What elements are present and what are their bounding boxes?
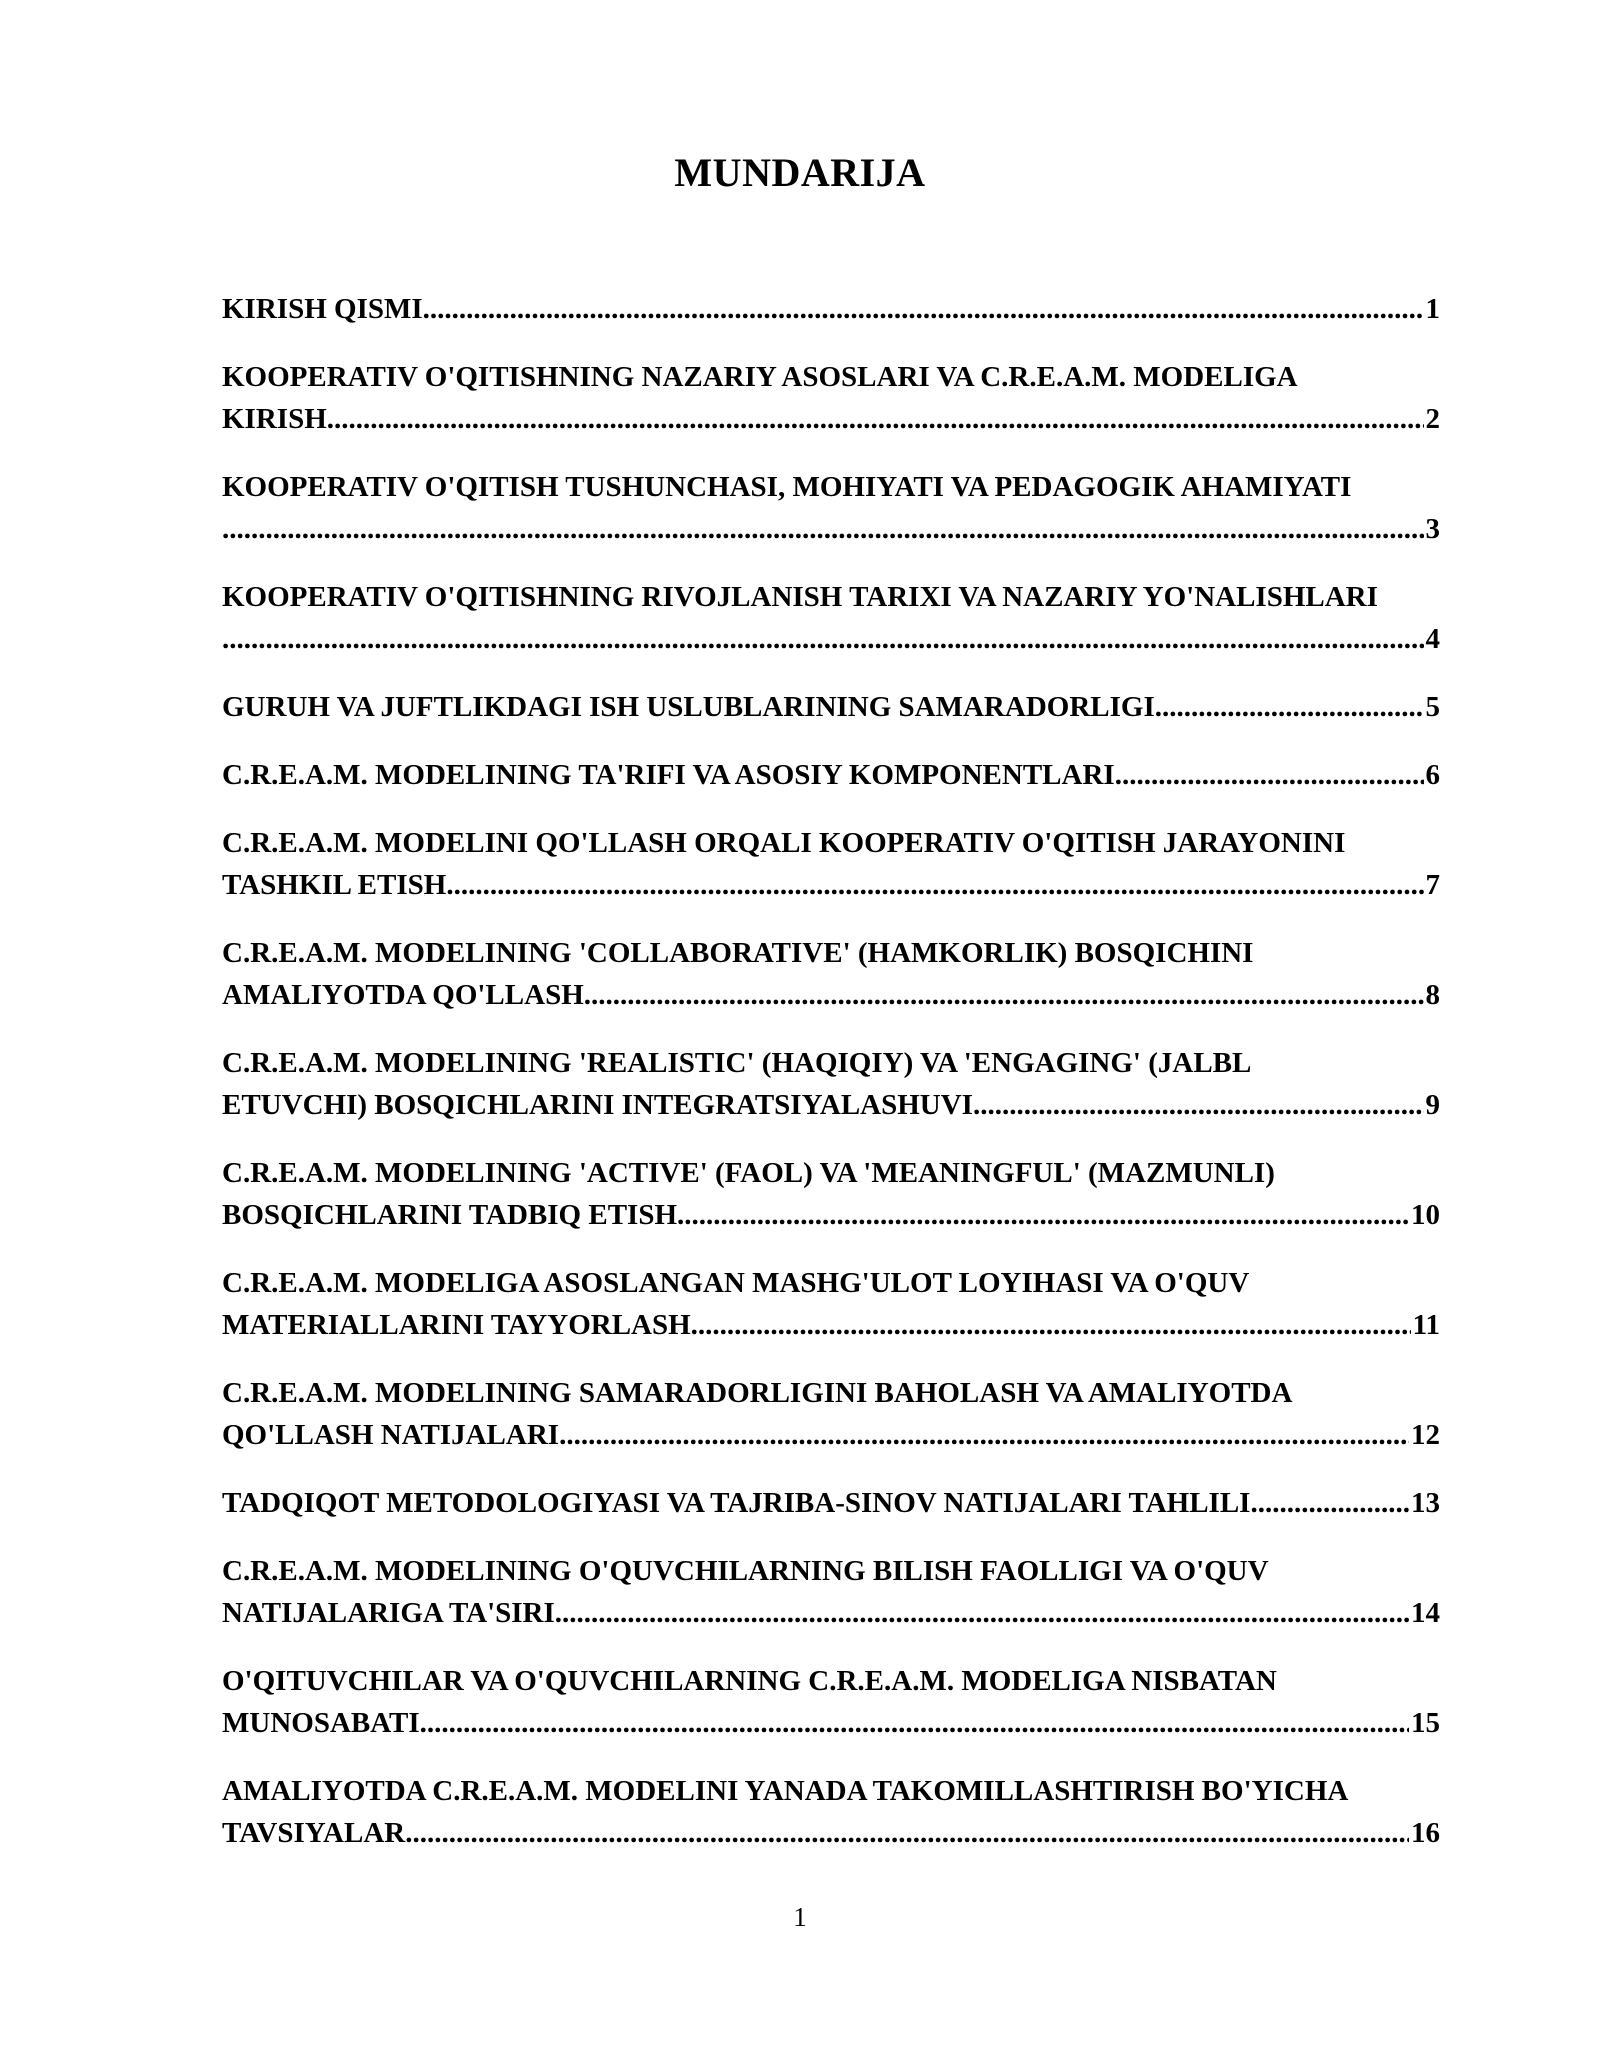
toc-entry-leader-line [222, 288, 1440, 330]
toc-entry-title-line: C.R.E.A.M. MODELINING 'REALISTIC' (HAQIQIY) VA 'ENGAGING' (JALBL [222, 1047, 1252, 1079]
toc-entry-title-end: KIRISH QISMI [222, 293, 423, 325]
toc-entry-page-number: 8 [1425, 979, 1440, 1011]
toc-entry[interactable] [222, 1262, 1440, 1346]
toc-entry-title-end: MATERIALLARINI TAYYORLASH [222, 1309, 691, 1341]
toc-entry[interactable] [222, 686, 1440, 728]
toc-entry[interactable] [222, 1660, 1440, 1744]
toc-entry-title-line: KOOPERATIV O'QITISH TUSHUNCHASI, MOHIYATI VA PEDAGOGIK AHAMIYATI [222, 471, 1352, 503]
dot-leader [222, 618, 1424, 660]
toc-entry[interactable] [222, 1042, 1440, 1126]
toc-entry-page-number: 12 [1411, 1419, 1440, 1451]
dot-leader [327, 398, 1424, 440]
toc-entry-leader-line [222, 1702, 1440, 1744]
dot-leader [691, 1304, 1411, 1346]
toc-entry[interactable] [222, 1482, 1440, 1524]
toc-entry-title-end: TADQIQOT METODOLOGIYASI VA TAJRIBA-SINOV NATIJALARI TAHLILI [222, 1487, 1251, 1519]
page-number: 1 [793, 1902, 807, 1932]
toc-entry-title-end: TASHKIL ETISH [222, 869, 447, 901]
dot-leader [559, 1414, 1409, 1456]
dot-leader [555, 1592, 1409, 1634]
toc-entry[interactable] [222, 754, 1440, 796]
toc-entry-page-number: 3 [1425, 513, 1440, 545]
toc-entry[interactable] [222, 576, 1440, 660]
toc-entry-title-end: NATIJALARIGA TA'SIRI [222, 1597, 555, 1629]
toc-entry-leader-line [222, 686, 1440, 728]
dot-leader [446, 864, 1423, 906]
toc-entry[interactable] [222, 288, 1440, 330]
dot-leader [1155, 686, 1424, 728]
toc-entry-title-line: C.R.E.A.M. MODELINING 'COLLABORATIVE' (HAMKORLIK) BOSQICHINI [222, 937, 1254, 969]
toc-entry-page-number: 11 [1412, 1309, 1440, 1341]
toc-entry-title-end: ETUVCHI) BOSQICHLARINI INTEGRATSIYALASHUVI [222, 1089, 973, 1121]
toc-entry-page-number: 4 [1425, 623, 1440, 655]
toc-entry-leader-line [222, 1304, 1440, 1346]
dot-leader [1115, 754, 1424, 796]
toc-entry[interactable] [222, 1770, 1440, 1854]
toc-entry-leader-line [222, 398, 1440, 440]
dot-leader [420, 1702, 1409, 1744]
toc-entry-page-number: 1 [1425, 293, 1440, 325]
dot-leader [405, 1812, 1409, 1854]
toc-entry-leader-line [222, 754, 1440, 796]
toc-entry-title-line: KOOPERATIV O'QITISHNING RIVOJLANISH TARIXI VA NAZARIY YO'NALISHLARI [222, 581, 1378, 613]
dot-leader [973, 1084, 1424, 1126]
toc-entry-title-end: AMALIYOTDA QO'LLASH [222, 979, 584, 1011]
toc-entry-page-number: 10 [1411, 1199, 1440, 1231]
toc-entry-leader-line [222, 1482, 1440, 1524]
page-title: MUNDARIJA [674, 150, 926, 195]
toc-entry-leader-line [222, 1414, 1440, 1456]
toc-entry[interactable] [222, 1152, 1440, 1236]
toc-entry-page-number: 13 [1411, 1487, 1440, 1519]
toc-entry-leader-line [222, 974, 1440, 1016]
dot-leader [423, 288, 1424, 330]
toc-entry[interactable] [222, 822, 1440, 906]
table-of-contents [222, 288, 1440, 1880]
dot-leader [1250, 1482, 1409, 1524]
toc-entry-leader-line [222, 508, 1440, 550]
toc-entry-title-line: C.R.E.A.M. MODELINING SAMARADORLIGINI BAHOLASH VA AMALIYOTDA [222, 1377, 1293, 1409]
toc-entry-page-number: 2 [1425, 403, 1440, 435]
toc-entry[interactable] [222, 1372, 1440, 1456]
dot-leader [222, 508, 1424, 550]
toc-entry-title-line: O'QITUVCHILAR VA O'QUVCHILARNING C.R.E.A.M. MODELIGA NISBATAN [222, 1665, 1277, 1697]
toc-entry-title-line: C.R.E.A.M. MODELIGA ASOSLANGAN MASHG'ULOT LOYIHASI VA O'QUV [222, 1267, 1250, 1299]
toc-entry-title-line: C.R.E.A.M. MODELINI QO'LLASH ORQALI KOOPERATIV O'QITISH JARAYONINI [222, 827, 1346, 859]
toc-entry-page-number: 14 [1411, 1597, 1440, 1629]
toc-entry-leader-line [222, 1812, 1440, 1854]
toc-entry-page-number: 7 [1425, 869, 1440, 901]
toc-entry-page-number: 9 [1425, 1089, 1440, 1121]
dot-leader [677, 1194, 1409, 1236]
toc-entry-title-end: TAVSIYALAR [222, 1817, 406, 1849]
toc-entry-leader-line [222, 1194, 1440, 1236]
toc-entry-title-line: KOOPERATIV O'QITISHNING NAZARIY ASOSLARI VA C.R.E.A.M. MODELIGA [222, 361, 1298, 393]
dot-leader [584, 974, 1424, 1016]
toc-entry[interactable] [222, 1550, 1440, 1634]
toc-entry-page-number: 16 [1411, 1817, 1440, 1849]
toc-entry-title-line: AMALIYOTDA C.R.E.A.M. MODELINI YANADA TAKOMILLASHTIRISH BO'YICHA [222, 1775, 1349, 1807]
toc-entry-page-number: 15 [1411, 1707, 1440, 1739]
toc-entry-leader-line [222, 1592, 1440, 1634]
toc-entry-title-end: QO'LLASH NATIJALARI [222, 1419, 560, 1451]
toc-entry-leader-line [222, 864, 1440, 906]
toc-entry-page-number: 6 [1425, 759, 1440, 791]
toc-entry-title-end: C.R.E.A.M. MODELINING TA'RIFI VA ASOSIY KOMPONENTLARI [222, 759, 1115, 791]
toc-entry-leader-line [222, 1084, 1440, 1126]
toc-entry-title-end: BOSQICHLARINI TADBIQ ETISH [222, 1199, 678, 1231]
toc-entry-leader-line [222, 618, 1440, 660]
toc-entry-title-end: GURUH VA JUFTLIKDAGI ISH USLUBLARINING SAMARADORLIGI [222, 691, 1155, 723]
toc-entry-title-line: C.R.E.A.M. MODELINING 'ACTIVE' (FAOL) VA 'MEANINGFUL' (MAZMUNLI) [222, 1157, 1275, 1189]
toc-entry[interactable] [222, 932, 1440, 1016]
toc-entry-title-end: MUNOSABATI [222, 1707, 420, 1739]
toc-entry-title-line: C.R.E.A.M. MODELINING O'QUVCHILARNING BILISH FAOLLIGI VA O'QUV [222, 1555, 1269, 1587]
toc-entry-page-number: 5 [1425, 691, 1440, 723]
toc-entry[interactable] [222, 466, 1440, 550]
toc-entry[interactable] [222, 356, 1440, 440]
toc-entry-title-end: KIRISH [222, 403, 327, 435]
